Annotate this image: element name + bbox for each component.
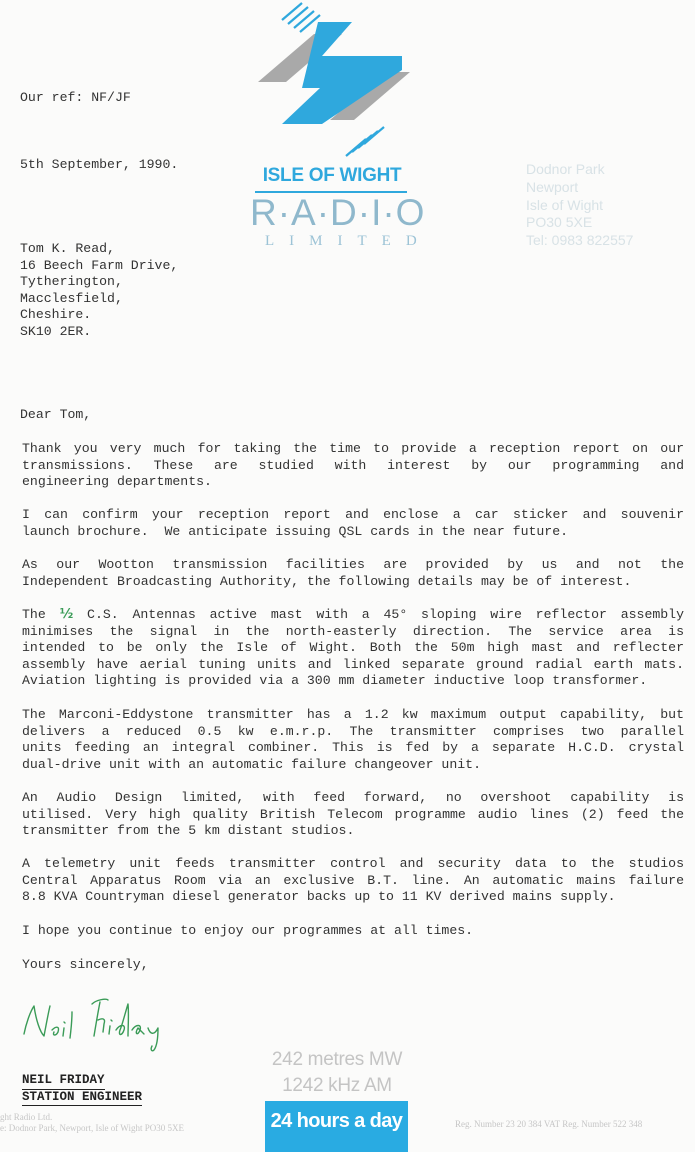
paragraph-line: Aviation lighting is provided via a 300 mm diameter inductive loop transformer.: [22, 673, 648, 689]
paragraph-line: I can confirm your reception report and enclose a car sticker and souvenir: [22, 507, 684, 522]
paragraph-8: I hope you continue to enjoy our programmes at all times.: [22, 923, 474, 938]
recipient-line: Tytherington,: [20, 274, 123, 290]
address-line: Isle of Wight: [526, 196, 604, 213]
paragraph-line: As our Wootton transmission facilities are provided by us and not the: [22, 557, 684, 572]
paragraph-line: engineering departments.: [22, 474, 212, 490]
paragraph-line: 8.8 KVA Countryman diesel generator backs up to 11 KV derived mains supply.: [22, 889, 616, 905]
paragraph-line: [22, 607, 684, 624]
address-line: Dodnor Park: [526, 161, 605, 177]
hours-banner: 24 hours a day: [265, 1101, 408, 1152]
station-logo: [252, 0, 412, 160]
paragraph-line: A telemetry unit feeds transmitter control and security data to the studios: [22, 856, 684, 871]
frequency-wavelength: 242 metres MW: [271, 1049, 403, 1070]
recipient-line: Cheshire.: [20, 307, 92, 323]
paragraph-line: assembly have aerial tuning units and linked separate ground radial earth mats.: [22, 656, 684, 672]
signer-title: STATION ENGINEER: [22, 1090, 142, 1107]
paragraph-word: The: [22, 607, 46, 622]
signer-name: NEIL FRIDAY: [22, 1073, 105, 1090]
paragraph-line: transmissions. These are studied with interest by our programming and: [22, 457, 684, 473]
address-line: Tel: 0983 822557: [526, 232, 634, 249]
paragraph-line: Thank you very much for taking the time to provide a reception report on our: [22, 441, 684, 456]
paragraph-line: dual-drive unit with an automatic failure changeover unit.: [22, 756, 481, 772]
paragraph-3: [22, 557, 684, 590]
handwritten-signature-icon: [16, 990, 176, 1058]
paragraph-line: units feeding an integral combiner. This is fed by a separate H.C.D. crystal: [22, 740, 684, 756]
paragraph-text: C.S. Antennas active mast with a 45° sloping wire reflector assembly: [87, 607, 685, 622]
handwritten-fraction: ½: [59, 607, 74, 622]
paragraph-4: [22, 607, 684, 690]
recipient-line: 16 Beech Farm Drive,: [20, 257, 179, 273]
recipient-line: Tom K. Read,: [20, 241, 115, 256]
recipient-address: [20, 241, 178, 341]
paragraph-line: delivers a reduced 0.5 kw e.m.r.p. The transmitter comprises two parallel: [22, 723, 684, 739]
address-line: Newport: [526, 178, 579, 195]
address-line: PO30 5XE: [526, 214, 593, 231]
paragraph-6: [22, 790, 684, 840]
station-radio-wordmark: R·A·D·I·O: [250, 192, 426, 233]
paragraph-7: [22, 856, 684, 906]
closing: Yours sincerely,: [22, 957, 149, 972]
reference: Our ref: NF/JF: [20, 90, 131, 105]
paragraph-line: transmitter from the 5 km distant studios.: [22, 823, 355, 839]
paragraph-line: Independent Broadcasting Authority, the following details may be of interest.: [22, 573, 632, 589]
signature: [16, 990, 176, 1058]
paragraph-line: The Marconi-Eddystone transmitter has a 1.2 kw maximum output capability, but: [22, 707, 684, 722]
paragraph-line: An Audio Design limited, with feed forward, no overshoot capability is: [22, 790, 684, 805]
recipient-line: SK10 2ER.: [20, 323, 92, 339]
paragraph-line: utilised. Very high quality British Telecom programme audio lines (2) feed the: [22, 806, 684, 822]
paragraph-line: intended to be only the Isle of Wight. Both the 50m high mast and reflecter: [22, 640, 684, 656]
paragraph-2: [22, 507, 684, 540]
footer-company: ght Radio Ltd.: [0, 1112, 53, 1122]
logo-mark-icon: [252, 0, 412, 160]
salutation: Dear Tom,: [20, 407, 92, 422]
footer-registration: Reg. Number 23 20 384 VAT Reg. Number 522 348: [455, 1119, 643, 1129]
letter-date: 5th September, 1990.: [20, 157, 179, 172]
station-address: [526, 161, 633, 250]
paragraph-line: Central Apparatus Room via an exclusive B.T. line. An automatic mains failure: [22, 872, 684, 888]
paragraph-1: [22, 441, 684, 491]
paragraph-5: [22, 707, 684, 773]
paragraph-line: launch brochure. We anticipate issuing QSL cards in the near future.: [22, 523, 569, 539]
signer-block: [22, 1073, 142, 1106]
station-limited-wordmark: LIMITED: [265, 233, 432, 249]
frequency-khz: 1242 kHz AM: [282, 1075, 392, 1096]
station-name: ISLE OF WIGHT: [262, 165, 402, 186]
recipient-line: Macclesfield,: [20, 290, 123, 306]
footer-address: e: Dodnor Park, Newport, Isle of Wight PO30 5XE: [0, 1123, 184, 1133]
paragraph-line: minimises the signal in the north-easterly direction. The service area is: [22, 623, 684, 639]
